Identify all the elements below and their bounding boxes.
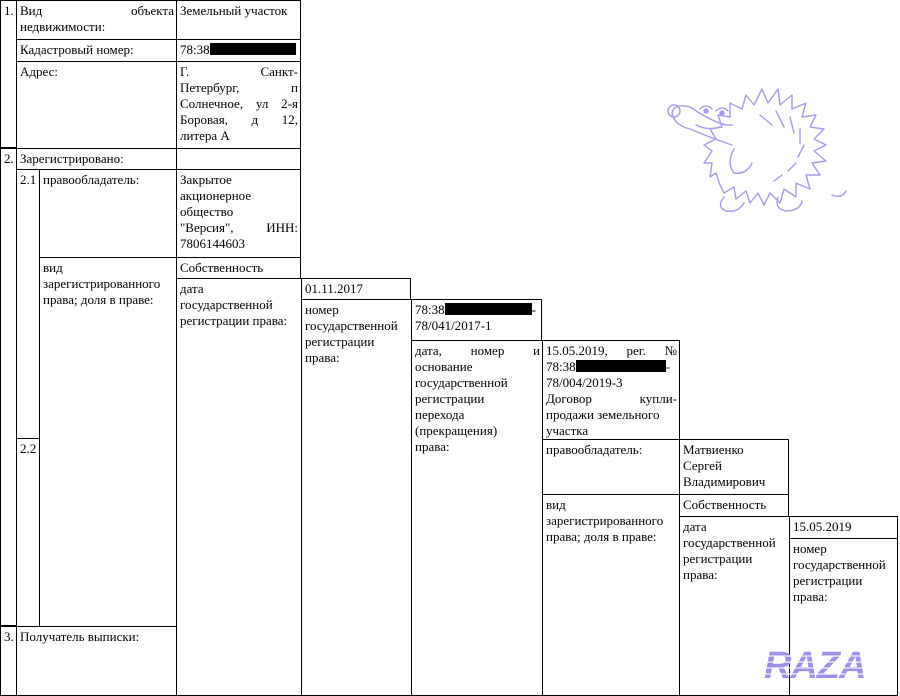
holder-2-1-line: 7806144603	[180, 236, 245, 251]
right-type-2-2-label-line: зарегистрированного	[546, 513, 664, 528]
holder-2-1-line: общество	[180, 204, 234, 219]
row-1-number: 1.	[4, 3, 14, 18]
right-type-2-2-label-line: права; доля в праве:	[546, 529, 657, 544]
holder-2-1-line: "Версия", ИНН:	[180, 220, 298, 235]
holder-2-2-line: Матвиенко	[683, 442, 744, 457]
reg-date-2-1-label-line: регистрации права:	[180, 313, 288, 328]
raza-logo	[762, 644, 890, 688]
object-type-label-line1: Вид объекта	[20, 3, 174, 18]
object-type-label-line2: недвижимости:	[20, 19, 106, 34]
reg-num-2-1-suffix: -	[531, 302, 536, 317]
transfer-value-suffix: -	[665, 359, 670, 374]
reg-num-2-1-label-line: номер	[305, 302, 339, 317]
registered-label-cell	[16, 148, 177, 170]
address-label: Адрес:	[20, 64, 58, 79]
reg-date-2-2-label-line: дата	[683, 519, 707, 534]
right-type-2-1-label-cell	[39, 257, 177, 627]
right-type-2-1-value-cell	[176, 257, 301, 279]
reg-num-2-1-label-line: права:	[305, 350, 340, 365]
holder-2-1-label-cell	[39, 169, 177, 258]
object-type-value: Земельный участок	[180, 3, 288, 18]
holder-2-2-label: правообладатель:	[546, 442, 643, 457]
transfer-value-prefix: 78:38	[546, 359, 576, 374]
reg-date-2-1-label-cell	[176, 278, 302, 696]
hedgehog-mascot-icon	[660, 45, 860, 225]
holder-2-1-line: акционерное	[180, 188, 252, 203]
transfer-value-line: участка	[546, 423, 589, 438]
reg-date-2-2-label-line: права:	[683, 567, 718, 582]
reg-num-2-1-value-cell	[411, 299, 542, 341]
object-type-value-cell	[176, 0, 301, 40]
right-type-2-2-label-line: вид	[546, 497, 566, 512]
reg-num-2-1-line2: 78/041/2017-1	[415, 318, 492, 333]
right-type-2-2-value-cell	[679, 494, 789, 517]
reg-date-2-2-value-cell	[789, 516, 898, 539]
reg-num-2-2-label-line: номер	[793, 541, 827, 556]
reg-num-2-2-label-line: государственной	[793, 557, 886, 572]
transfer-value-line1: 15.05.2019, рег. №	[546, 343, 677, 358]
right-type-2-1-label-line: права; доля в праве:	[43, 292, 154, 307]
address-line: Боровая, д 12,	[180, 112, 298, 127]
row-2-1-number-cell	[16, 169, 40, 439]
right-type-2-2-label-cell	[542, 494, 680, 696]
transfer-label-line: основание	[415, 359, 473, 374]
registered-value-cell	[176, 148, 301, 170]
reg-date-2-1-label-line: дата	[180, 281, 204, 296]
reg-date-2-1-label-line: государственной	[180, 297, 273, 312]
cadastral-value-cell	[176, 39, 301, 62]
recipient-label-cell	[16, 626, 177, 696]
transfer-label-line: регистрации	[415, 391, 485, 406]
redaction-bar	[210, 43, 296, 55]
row-2-number: 2.	[4, 151, 14, 166]
transfer-value-line: продажи земельного	[546, 407, 660, 422]
row-2-number-cell	[0, 148, 17, 626]
transfer-label-line: (прекращения)	[415, 423, 498, 438]
holder-2-1-value-cell	[176, 169, 301, 258]
holder-2-1-label: правообладатель:	[43, 172, 140, 187]
transfer-label-line: государственной	[415, 375, 508, 390]
registered-label: Зарегистрировано:	[20, 151, 124, 166]
transfer-label-cell	[411, 340, 543, 696]
address-label-cell	[16, 61, 177, 149]
reg-num-2-2-label-line: права:	[793, 589, 828, 604]
address-line: Петербург, п	[180, 80, 298, 95]
reg-date-2-1-value-cell	[301, 278, 411, 300]
address-line: литера А	[180, 128, 230, 143]
row-2-2-number-cell	[16, 438, 40, 627]
reg-num-2-1-prefix: 78:38	[415, 302, 445, 317]
reg-date-2-2-value: 15.05.2019	[793, 519, 852, 534]
transfer-label-line: перехода	[415, 407, 465, 422]
recipient-label: Получатель выписки:	[20, 629, 140, 644]
raza-logo-text: RAZA	[764, 645, 866, 687]
redaction-bar	[576, 360, 666, 372]
row-2-1-number: 2.1	[20, 172, 37, 187]
row-2-2-number: 2.2	[20, 441, 37, 456]
row-1-number-cell	[0, 0, 17, 148]
reg-num-2-1-label-line: регистрации	[305, 334, 375, 349]
reg-num-2-1-label-line: государственной	[305, 318, 398, 333]
holder-2-2-value-cell	[679, 439, 789, 495]
right-type-2-1-label-line: зарегистрированного	[43, 276, 161, 291]
right-type-2-2-value: Собственность	[683, 497, 767, 512]
reg-num-2-1-label-cell	[301, 299, 412, 696]
address-line: Г. Санкт-	[180, 64, 298, 79]
address-value-cell	[176, 61, 301, 149]
holder-2-2-label-cell	[542, 439, 680, 495]
holder-2-2-line: Сергей	[683, 458, 722, 473]
right-type-2-1-label-line: вид	[43, 260, 63, 275]
reg-num-2-2-label-line: регистрации	[793, 573, 863, 588]
reg-date-2-2-label-line: государственной	[683, 535, 776, 550]
reg-date-2-2-label-line: регистрации	[683, 551, 753, 566]
reg-date-2-1-value: 01.11.2017	[305, 281, 364, 296]
transfer-value-line: 78/004/2019-3	[546, 375, 623, 390]
row-3-number-cell	[0, 626, 17, 696]
cadastral-label-cell	[16, 39, 177, 62]
right-type-2-1-value: Собственность	[180, 260, 264, 275]
cadastral-value-prefix: 78:38	[180, 42, 210, 57]
object-type-label-cell	[16, 0, 177, 40]
transfer-value-cell	[542, 340, 680, 440]
holder-2-1-line: Закрытое	[180, 172, 232, 187]
redaction-bar	[445, 303, 532, 315]
cadastral-label: Кадастровый номер:	[20, 42, 134, 57]
holder-2-2-line: Владимирович	[683, 474, 766, 489]
row-3-number: 3.	[4, 629, 14, 644]
transfer-label-line: дата, номер и	[415, 343, 540, 358]
transfer-value-line: Договор купли-	[546, 391, 677, 406]
address-line: Солнечное, ул 2-я	[180, 96, 298, 111]
transfer-label-line: права:	[415, 439, 450, 454]
